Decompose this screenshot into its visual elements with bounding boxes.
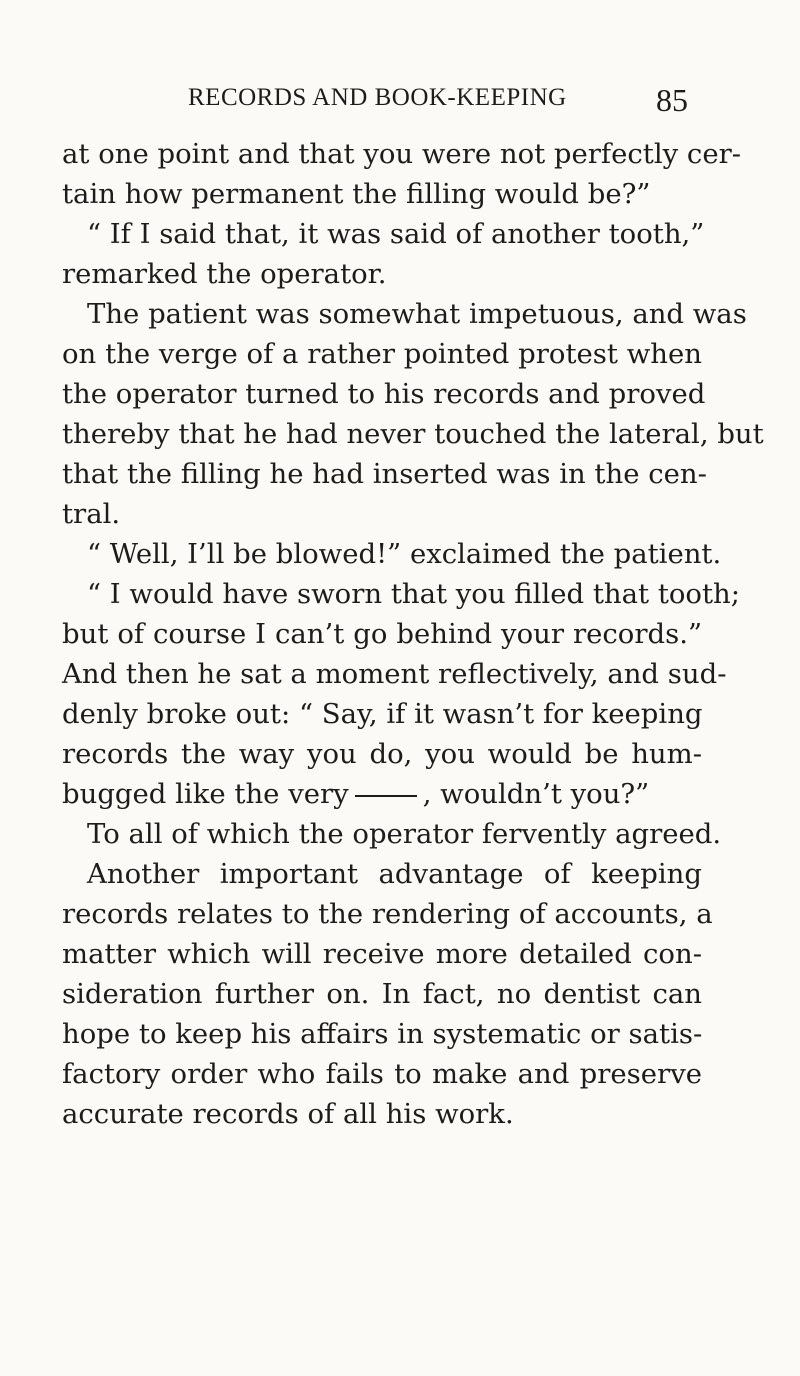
text-line: Another important advantage of keeping — [87, 858, 702, 890]
text-line: records the way you do, you would be hum- — [62, 738, 702, 770]
text-line: factory order who fails to make and preserve — [62, 1058, 702, 1090]
text-line: the operator turned to his records and proved — [62, 378, 706, 410]
text-fragment: bugged like the very — [62, 778, 349, 810]
page-number: 85 — [656, 82, 688, 118]
running-title: RECORDS AND BOOK-KEEPING — [188, 84, 567, 111]
text-line: thereby that he had never touched the lateral, but — [62, 418, 764, 450]
text-line: but of course I can’t go behind your records.” — [62, 618, 702, 650]
text-line: on the verge of a rather pointed protest when — [62, 338, 702, 370]
body-text — [62, 134, 764, 1134]
text-line: “ I would have sworn that you filled that tooth; — [87, 578, 741, 610]
text-line — [62, 774, 702, 814]
em-dash-rule — [355, 795, 417, 797]
text-line: denly broke out: “ Say, if it wasn’t for keeping — [62, 698, 703, 730]
text-line: “ Well, I’ll be blowed!” exclaimed the patient. — [87, 538, 722, 570]
text-fragment: , wouldn’t you?” — [422, 778, 650, 810]
text-line: sideration further on. In fact, no dentist can — [62, 978, 702, 1010]
text-line: that the filling he had inserted was in the cen- — [62, 458, 707, 490]
text-line: remarked the operator. — [62, 258, 387, 290]
text-line: To all of which the operator fervently agreed. — [87, 818, 722, 850]
text-line: hope to keep his affairs in systematic or satis- — [62, 1018, 703, 1050]
text-line: accurate records of all his work. — [62, 1098, 514, 1130]
text-line: matter which will receive more detailed con- — [62, 938, 702, 970]
text-line: tain how permanent the filling would be?” — [62, 178, 651, 210]
text-line: at one point and that you were not perfectly cer- — [62, 138, 742, 170]
text-line: And then he sat a moment reflectively, and sud- — [62, 658, 727, 690]
running-head — [0, 84, 800, 124]
text-line: “ If I said that, it was said of another tooth,” — [87, 218, 705, 250]
text-line: tral. — [62, 498, 121, 530]
text-line: The patient was somewhat impetuous, and was — [87, 298, 747, 330]
text-line: records relates to the rendering of accounts, a — [62, 898, 713, 930]
